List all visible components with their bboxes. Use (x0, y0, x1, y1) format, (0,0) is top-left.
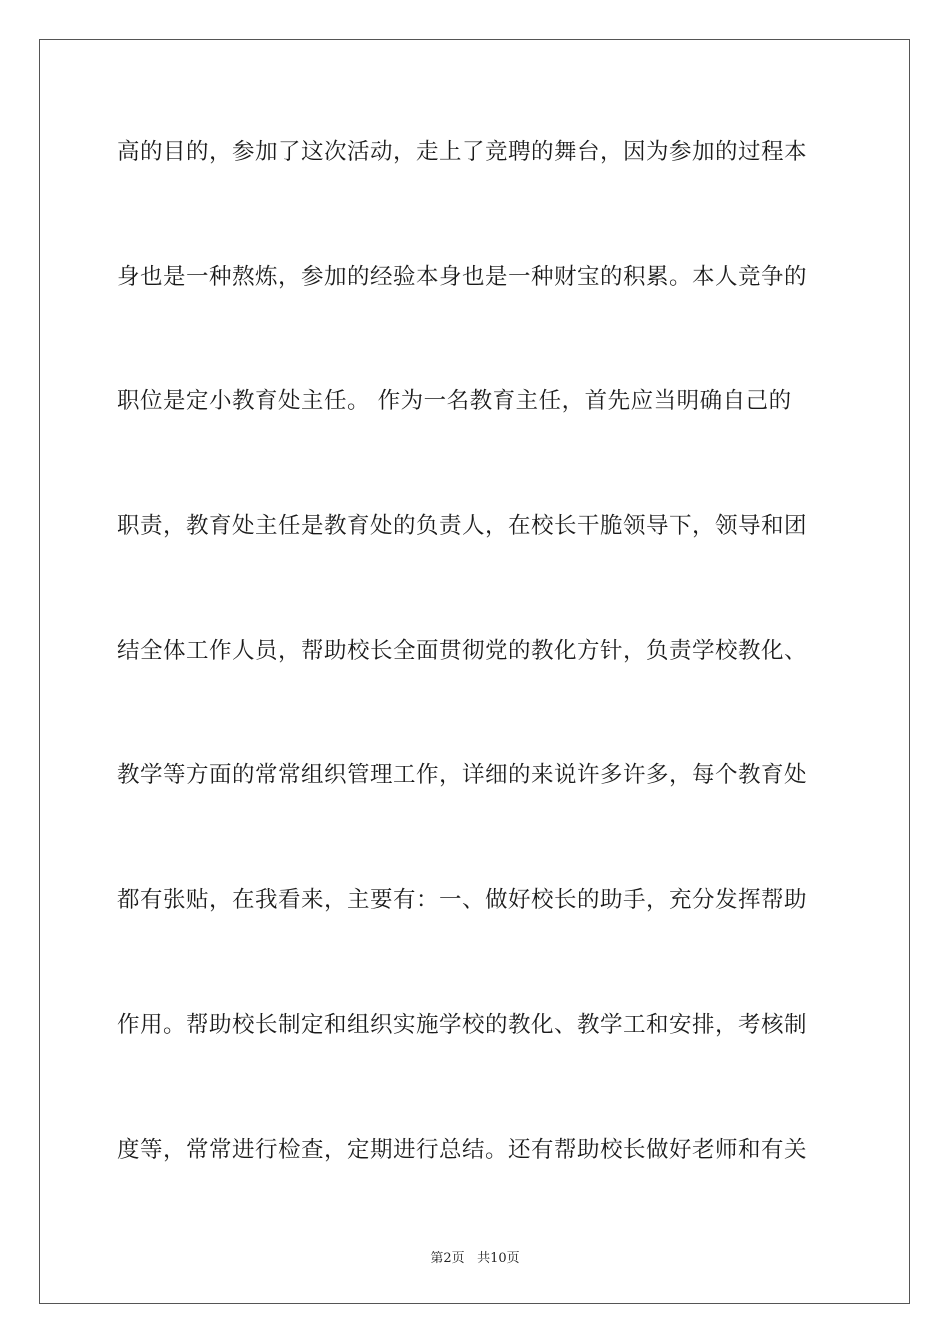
text-line: 教学等方面的常常组织管理工作，详细的来说许多许多，每个教育处 (117, 762, 808, 789)
page-footer (0, 1247, 950, 1266)
text-line: 都有张贴，在我看来，主要有：一、做好校长的助手，充分发挥帮助 (117, 887, 808, 914)
text-line: 结全体工作人员，帮助校长全面贯彻党的教化方针，负责学校教化、 (117, 637, 808, 664)
text-line: 高的目的，参加了这次活动，走上了竞聘的舞台，因为参加的过程本 (117, 139, 808, 165)
page-number: 第2页 (430, 1251, 465, 1266)
text-line: 职责，教育处主任是教育处的负责人，在校长干脆领导下，领导和团 (117, 513, 808, 540)
text-line: 度等，常常进行检查，定期进行总结。还有帮助校长做好老师和有关 (117, 1136, 808, 1163)
page-total: 共10页 (477, 1251, 520, 1266)
document-body (117, 130, 837, 1252)
text-line: 作用。帮助校长制定和组织实施学校的教化、教学工和安排，考核制 (117, 1011, 808, 1038)
text-line: 身也是一种熬炼，参加的经验本身也是一种财宝的积累。本人竞争的 (117, 263, 808, 290)
text-line: 职位是定小教育处主任。 作为一名教育主任，首先应当明确自己的 (117, 388, 792, 415)
